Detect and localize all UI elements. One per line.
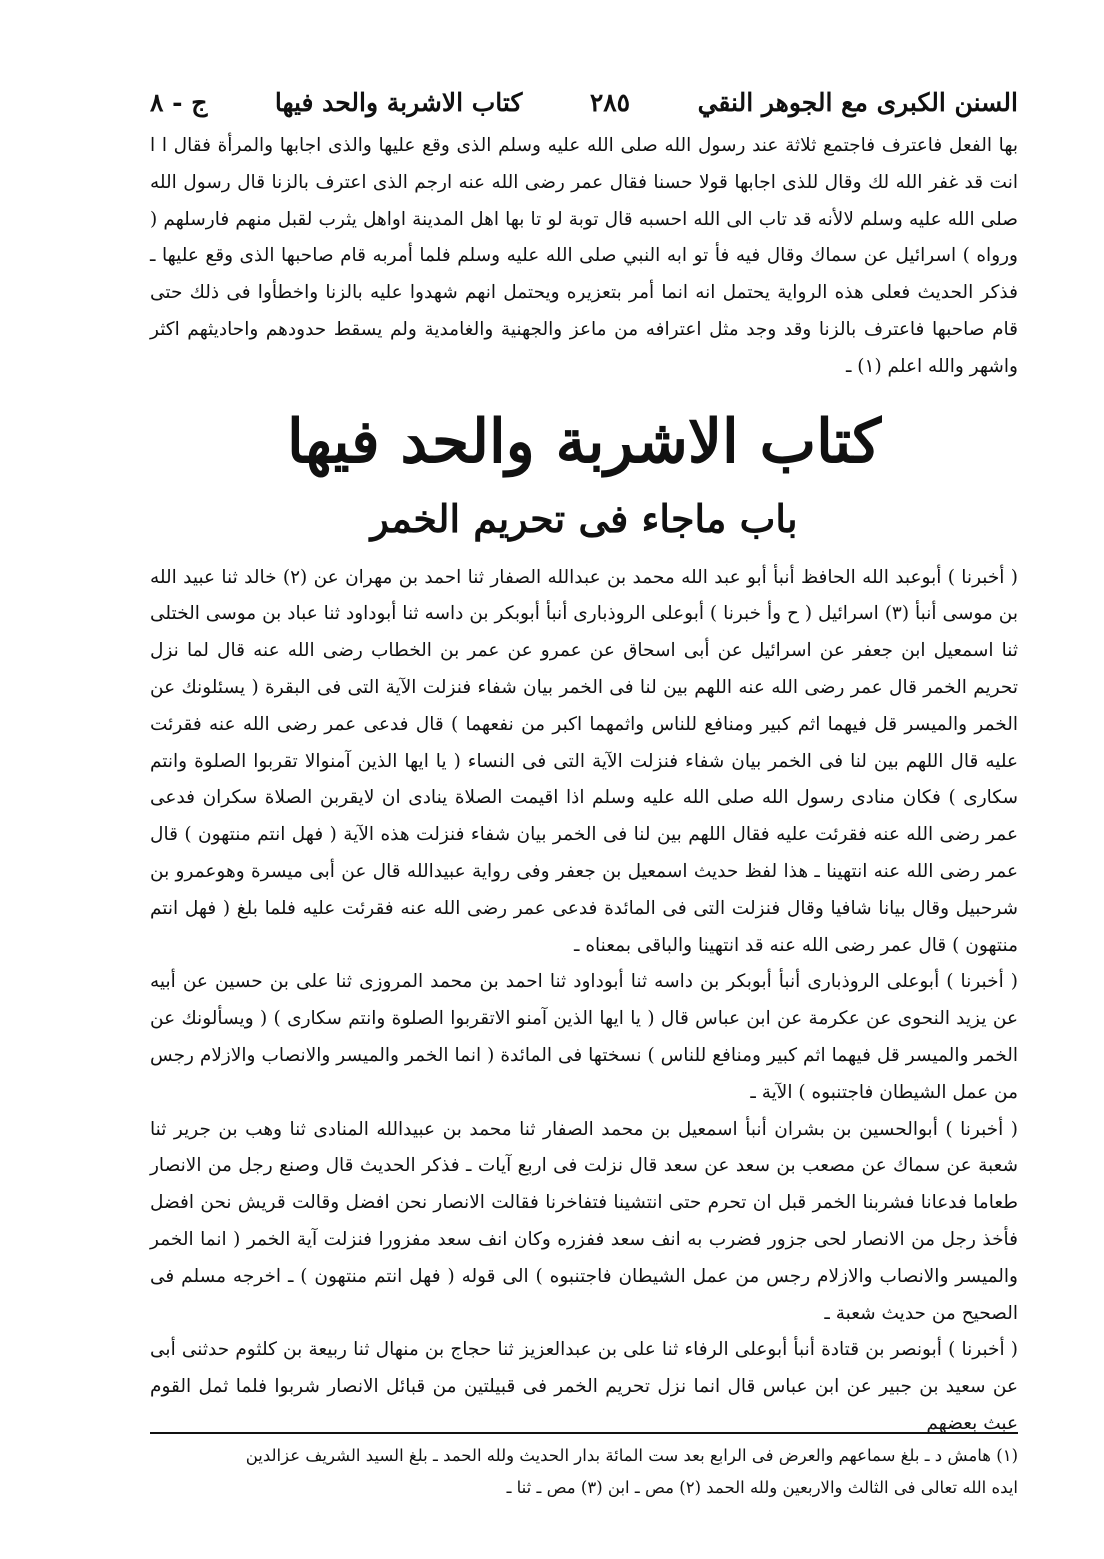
footnote-line: ايده الله تعالى فى الثالث والاربعين ولله الحمد (٢) مص ـ ابن (٣) مص ـ ثنا ـ <box>506 1478 1018 1497</box>
footnote-divider <box>150 1432 1018 1434</box>
footnote-line: (١) هامش د ـ بلغ سماعهم والعرض فى الرابع بعد ست المائة بدار الحديث ولله الحمد ـ بلغ السيد الشريف عزالدين <box>245 1446 1018 1465</box>
running-header <box>150 88 1018 128</box>
header-book-title: السنن الكبرى مع الجوهر النقي <box>697 88 1018 117</box>
body-paragraph: ( أخبرنا ) أبوعلى الروذبارى أنبأ أبوبكر بن داسه ثنا أبوداود ثنا احمد بن محمد المروزى ثنا على بن حسين عن أبيه عن يزيد النحوى عن عكرمة عن ابن عباس قال ( يا ايها الذين آمنو الاتقربوا الصلوة وانتم سكارى ) ( ويسألونك عن الخمر والميسر قل فيهما اثم كبير ومنافع للناس ) نسختها فى المائدة ( انما الخمر والميسر والانصاب والازلام رجس من عمل الشيطان فاجتنبوه ) الآية ـ <box>150 971 1018 1103</box>
body-paragraph: ( أخبرنا ) أبوعبد الله الحافظ أنبأ أبو عبد الله محمد بن عبدالله الصفار ثنا احمد بن مهران عن (٢) خالد ثنا عبيد الله بن موسى أنبأ (٣) اسرائيل ( ح وأ خبرنا ) أبوعلى الروذبارى أنبأ أبوبكر بن داسه ثنا أبوداود ثنا عباد بن موسى الختلى ثنا اسمعيل ابن جعفر عن اسرائيل عن أبى اسحاق عن عمرو عن عمر بن الخطاب رضى الله عنه قال لما نزل تحريم الخمر قال عمر رضى الله عنه اللهم بين لنا فى الخمر بيان شفاء فنزلت الآية التى فى البقرة ( يسئلونك عن الخمر والميسر قل فيهما اثم كبير ومنافع للناس واثمهما اكبر من نفعهما ) قال فدعى عمر رضى الله عنه فقرئت عليه قال اللهم بين لنا فى الخمر بيان شفاء فنزلت الآية التى فى النساء ( يا ايها الذين آمنوالا تقربوا الصلوة وانتم سكارى ) فكان منادى رسول الله صلى الله عليه وسلم اذا اقيمت الصلاة ينادى ان لايقربن الصلاة سكران فدعى عمر رضى الله عنه فقرئت عليه فقال اللهم بين لنا فى الخمر بيان شفاء فنزلت هذه الآية ( فهل انتم منتهون ) قال عمر رضى الله عنه انتهينا ـ هذا لفظ حديث اسمعيل بن جعفر وفى رواية عبيدالله قال عن أبى ميسرة وهوعمرو بن شرحبيل وقال بيانا شافيا وقال فنزلت التى فى المائدة فدعى عمر رضى الله عنه فقرئت عليه فلما بلغ ( فهل انتم منتهون ) قال عمر رضى الله عنه قد انتهينا والباقى بمعناه ـ <box>150 566 1019 956</box>
header-volume: ج - ٨ <box>150 88 208 117</box>
page-content <box>150 88 1018 1443</box>
header-page-number: ٢٨٥ <box>589 88 631 117</box>
chapter-title: باب ماجاء فى تحريم الخمر <box>370 495 798 541</box>
intro-paragraph: بها الفعل فاعترف فاجتمع ثلاثة عند رسول الله صلى الله عليه وسلم الذى وقع عليها والذى اجابها والمرأة فقال ا ا انت قد غفر الله لك وقال للذى اجابها قولا حسنا فقال عمر رضى الله عنه ارجم الذى اعترف بالزنا قال رسول الله صلى الله عليه وسلم لالأنه قد تاب الى الله احسبه قال توبة لو تا بها اهل المدينة اواهل يثرب لقبل منهم فارسلهم ( ورواه ) اسرائيل عن سماك وقال فيه فأ تو ابه النبي صلى الله عليه وسلم فلما أمربه قام صاحبها الذى وقع عليها ـ فذكر الحديث فعلى هذه الرواية يحتمل انه انما أمر بتعزيره ويحتمل انهم شهدوا عليه بالزنا واخطأوا فى ذلك حتى قام صاحبها فاعترف بالزنا وقد وجد مثل اعترافه من ماعز والجهنية والغامدية ولم يسقط حدودهم واحاديثهم اكثر واشهر والله اعلم (١) ـ <box>150 135 1018 377</box>
footnotes <box>150 1440 1018 1504</box>
body-paragraph: ( أخبرنا ) أبوالحسين بن بشران أنبأ اسمعيل بن محمد الصفار ثنا محمد بن عبيدالله المنادى ثنا وهب بن جرير ثنا شعبة عن سماك عن مصعب بن سعد عن سعد قال نزلت فى اربع آيات ـ فذكر الحديث قال وصنع رجل من الانصار طعاما فدعانا فشربنا الخمر قبل ان تحرم حتى انتشينا فتفاخرنا فقالت الانصار نحن افضل وقالت قريش نحن افضل فأخذ رجل من الانصار لحى جزور فضرب به انف سعد ففزره وكان انف سعد مفزورا فنزلت آية الخمر ( انما الخمر والميسر والانصاب والازلام رجس من عمل الشيطان فاجتنبوه ) الى قوله ( فهل انتم منتهون ) ـ اخرجه مسلم فى الصحيح من حديث شعبة ـ <box>150 1118 1018 1324</box>
header-section-title: كتاب الاشربة والحد فيها <box>274 88 523 117</box>
body-paragraph: ( أخبرنا ) أبونصر بن قتادة أنبأ أبوعلى الرفاء ثنا على بن عبدالعزيز ثنا حجاج بن منهال ثنا ربيعة بن كلثوم حدثنى أبى عن سعيد بن جبير عن ابن عباس قال انما نزل تحريم الخمر فى قبيلتين من قبائل الانصار شربوا فلما ثمل القوم عبث بعضهم <box>150 1339 1018 1434</box>
book-title: كتاب الاشربة والحد فيها <box>286 406 882 477</box>
